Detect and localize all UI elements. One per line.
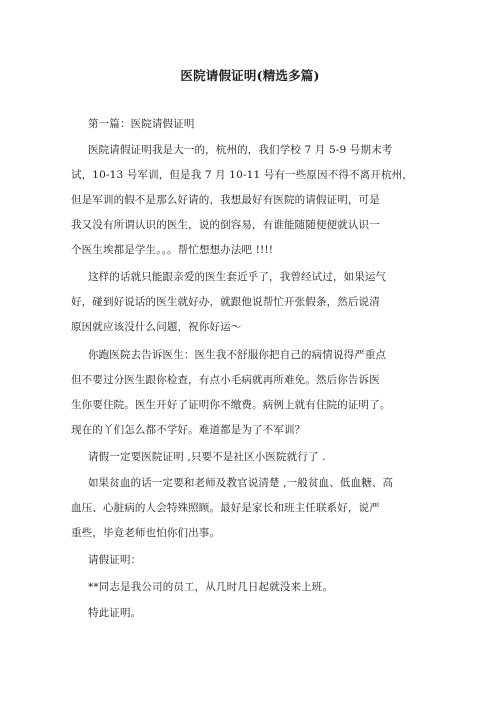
document-title: 医院请假证明(精选多篇): [180, 68, 320, 83]
paragraph-line: 重些，毕竟老师也怕你们出事。: [71, 527, 221, 539]
paragraph-line: 我又没有所谓认识的医生，说的倒容易，有谁能随随便便就认识一: [71, 219, 380, 231]
paragraph-line: 医院请假证明我是大一的，杭州的，我们学校 7 月 5-9 号期末考: [88, 144, 393, 156]
paragraph-line: 但不要过分医生跟你检查，有点小毛病就再所难免。然后你告诉医: [71, 374, 380, 386]
paragraph-line: 现在的丫们怎么都不学好。难道都是为了不军训？: [71, 424, 306, 436]
paragraph-line: 如果贫血的话一定要和老师及教官说清楚 ,一般贫血、低血糖、高: [88, 477, 394, 489]
paragraph-line: 原因就应该没什么问题，祝你好运～: [71, 321, 242, 333]
paragraph-line: 试，10-13 号军训，但是我 7 月 10-11 号有一些原因不得不离开杭州，: [71, 169, 413, 181]
paragraph-line: 但是军训的假不是那么好请的，我想最好有医院的请假证明，可是: [71, 194, 380, 206]
paragraph-line: 请假证明：: [88, 554, 142, 566]
paragraph-line: 你跑医院去告诉医生：医生我不舒服你把自己的病情说得严重点: [88, 349, 387, 361]
section-heading: 第一篇：医院请假证明: [88, 118, 195, 130]
paragraph-line: 请假一定要医院证明 ,只要不是社区小医院就行了 .: [88, 451, 326, 463]
paragraph-line: 特此证明。: [88, 607, 142, 619]
paragraph-line: 生你要住院。医生开好了证明你不缴费。病例上就有住院的证明了。: [71, 399, 391, 411]
paragraph-line: **同志是我公司的员工，从几时几日起就没来上班。: [88, 581, 334, 593]
paragraph-line: 好，碰到好说话的医生就好办，就跟他说帮忙开张假条，然后说清: [71, 296, 380, 308]
paragraph-line: 这样的话就只能跟亲爱的医生套近乎了，我曾经试过，如果运气: [88, 271, 387, 283]
paragraph-line: 个医生埃都是学生。。。帮忙想想办法吧 !!!!: [71, 244, 274, 256]
paragraph-line: 血压、心脏病的人会特殊照顾。最好是家长和班主任联系好，说严: [71, 502, 380, 514]
